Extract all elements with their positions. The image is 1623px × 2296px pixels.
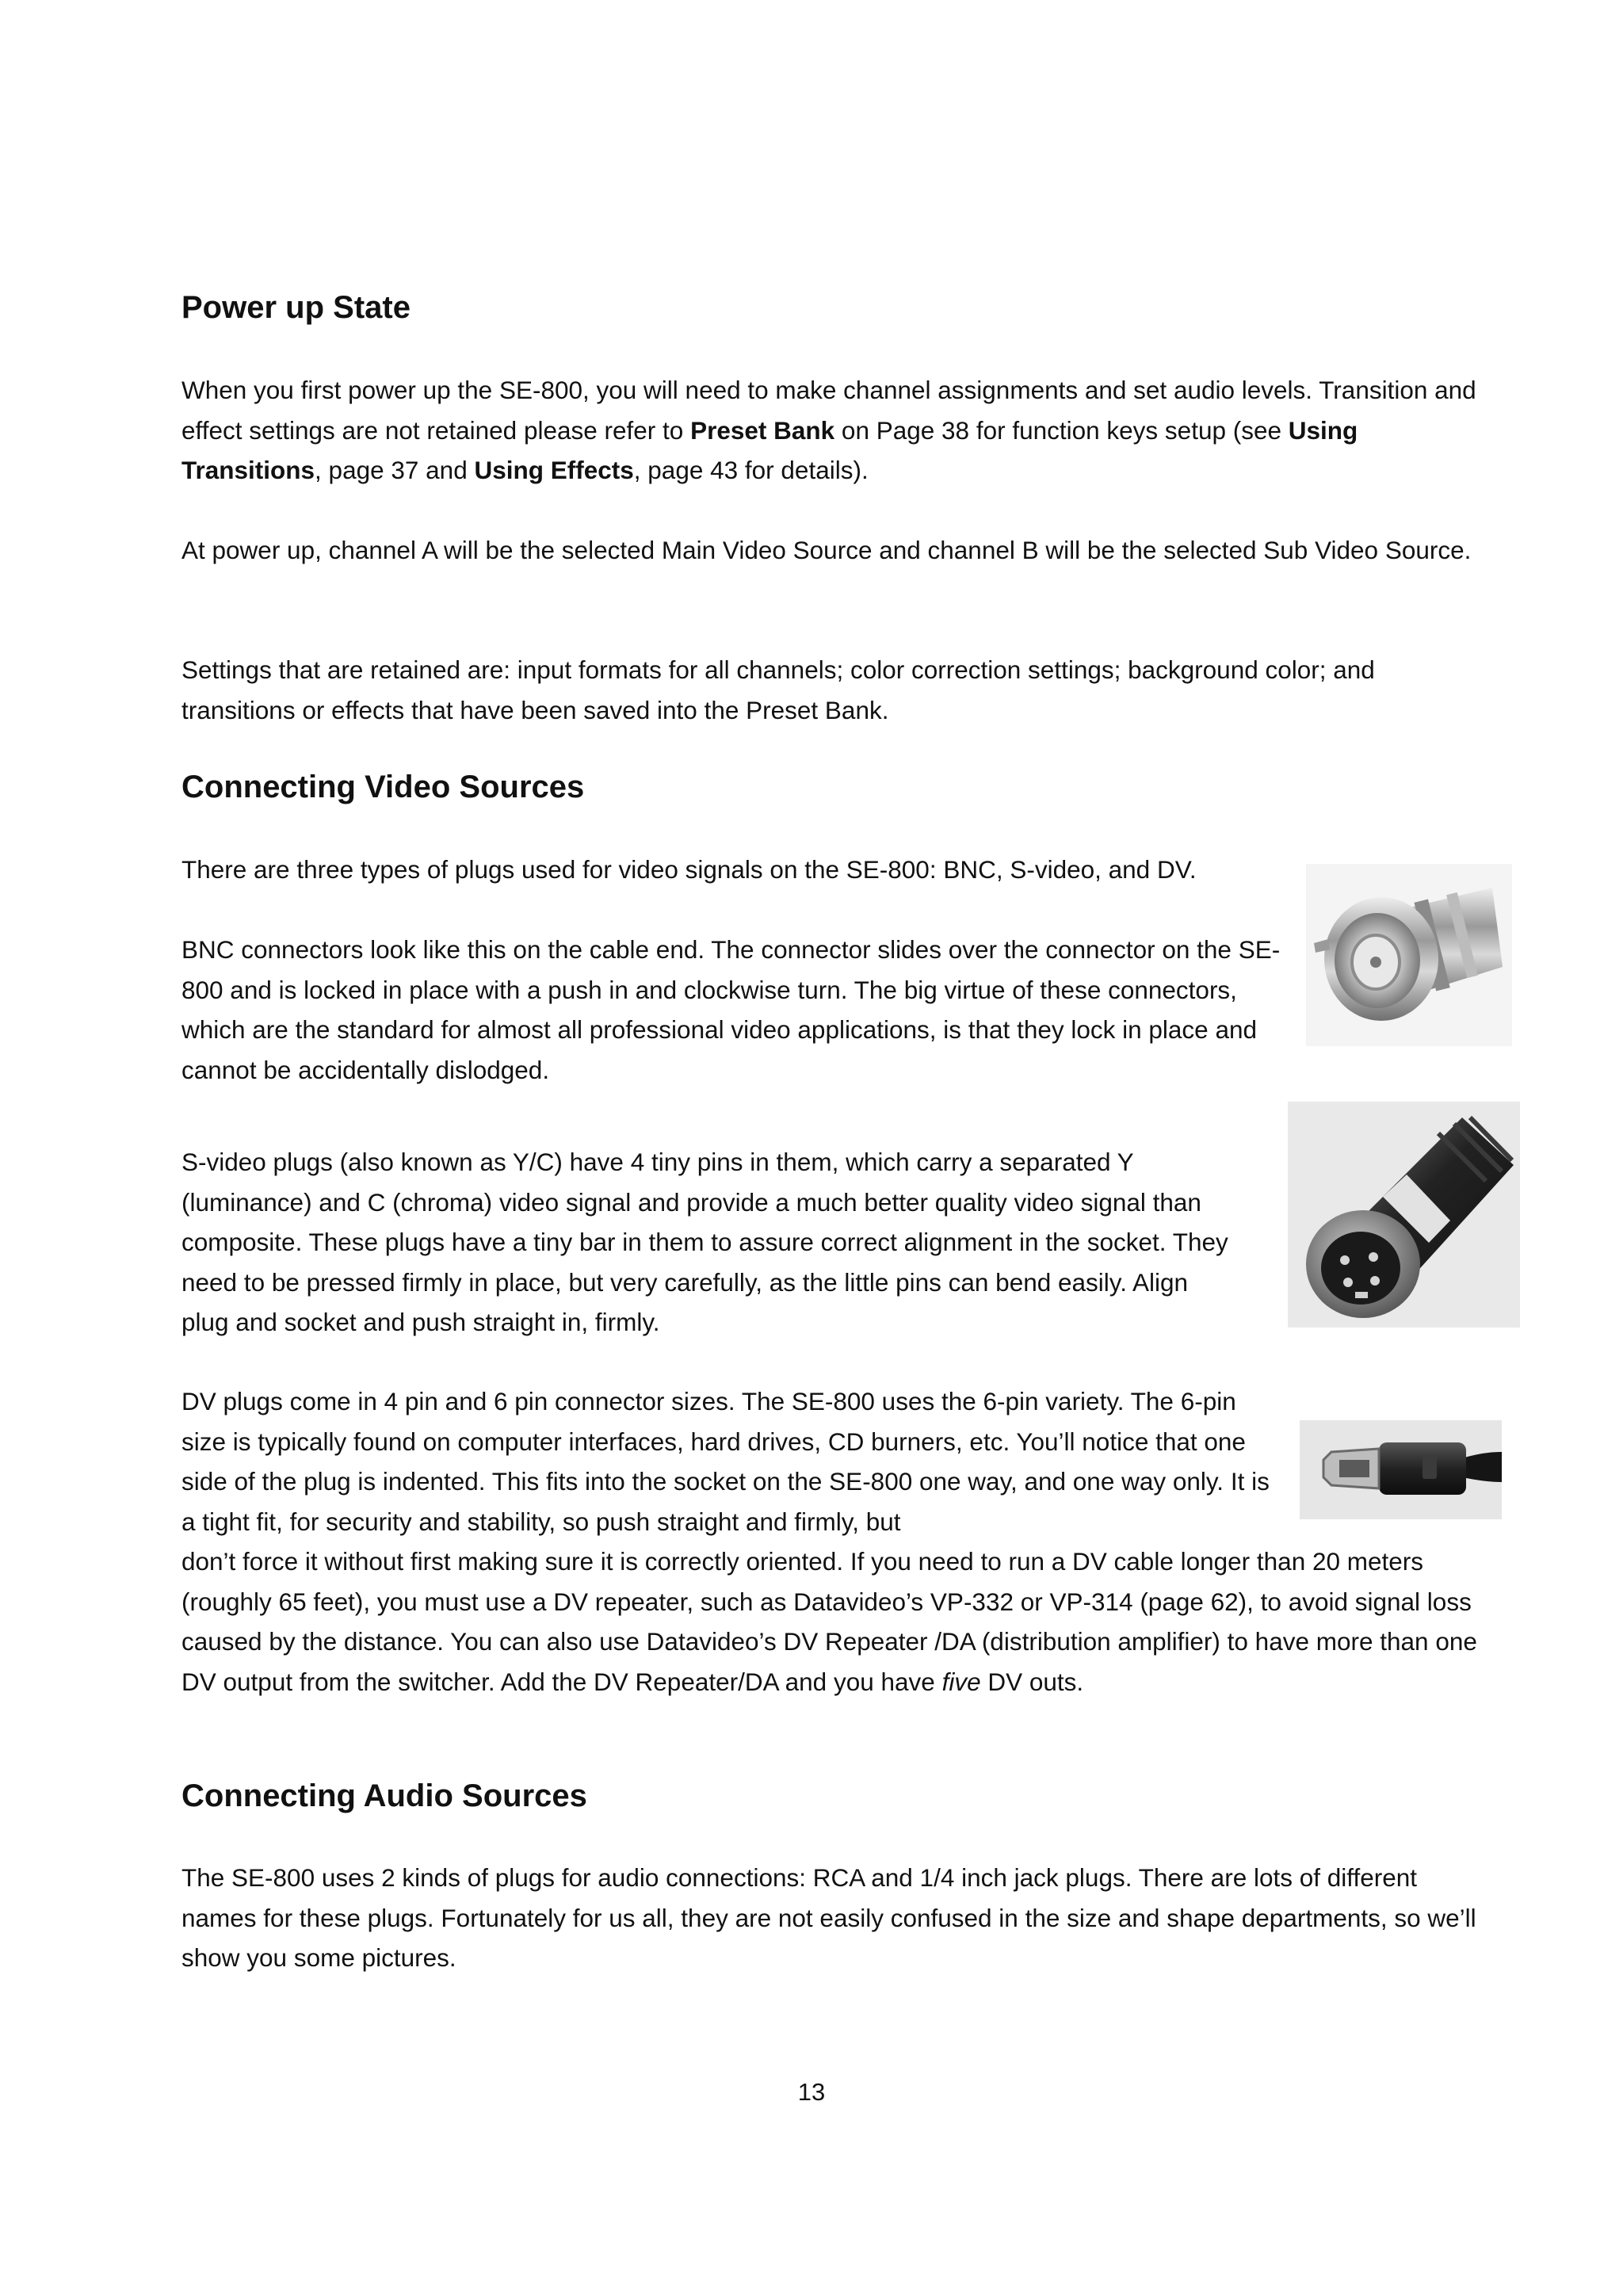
heading-connecting-video-sources: Connecting Video Sources bbox=[181, 770, 585, 804]
paragraph-plug-types: There are three types of plugs used for video signals on the SE-800: BNC, S-video, and DV. bbox=[181, 855, 1197, 884]
bold-preset-bank: Preset Bank bbox=[690, 415, 835, 445]
dv-plug-image bbox=[1300, 1420, 1502, 1519]
bnc-connector-image bbox=[1306, 864, 1512, 1046]
s-video-plug-image bbox=[1288, 1102, 1520, 1328]
bold-using-effects: Using Effects bbox=[474, 456, 634, 484]
text-segment: , page 37 and bbox=[315, 456, 475, 484]
heading-power-up-state: Power up State bbox=[181, 290, 411, 325]
heading-connecting-audio-sources: Connecting Audio Sources bbox=[181, 1778, 587, 1813]
paragraph-bnc: BNC connectors look like this on the cable end. The connector slides over the connector on the SE-800 and is locked in place with a push in and clockwise turn. The big virtue of these connectors, which are the standard for almost all professional video applications, is that they lock in place and cannot be accidentally dislodged. bbox=[181, 935, 1281, 1084]
text-segment: DV outs. bbox=[980, 1667, 1084, 1696]
paragraph-dv-plugs: DV plugs come in 4 pin and 6 pin connector sizes. The SE-800 uses the 6-pin variety. The 6-pin size is typically found on computer interfaces, hard drives, CD burners, etc. You’ll notice that one side of the plug is indented. This fits into the socket on the SE-800 one way, and one way only. It is a tight fit, for security and stability, so push straight and firmly, but bbox=[181, 1387, 1270, 1536]
paragraph-dv-plugs-continued bbox=[181, 1541, 1481, 1702]
paragraph-retained-settings: Settings that are retained are: input formats for all channels; color correction settings; background color; and transitions or effects that have been saved into the Preset Bank. bbox=[181, 655, 1375, 724]
paragraph-power-up-channels: At power up, channel A will be the selected Main Video Source and channel B will be the selected Sub Video Source. bbox=[181, 536, 1472, 564]
italic-five: five bbox=[941, 1667, 981, 1696]
text-segment: , page 43 for details). bbox=[633, 456, 869, 484]
paragraph-s-video: S-video plugs (also known as Y/C) have 4 tiny pins in them, which carry a separated Y (luminance) and C (chroma) video signal and provide a much better quality video signal than composite. These plugs have a tiny bar in them to assure correct alignment in the socket. They need to be pressed firmly in place, but very carefully, as the little pins can bend easily. Align plug and socket and push straight in, firmly. bbox=[181, 1148, 1228, 1336]
page-number: 13 bbox=[797, 2078, 826, 2106]
text-segment: When you first power up the SE-800, you will need to make channel assignments and set audio levels. Transition and effect settings are not retained please refer to bbox=[181, 376, 1476, 445]
text-segment: don’t force it without first making sure it is correctly oriented. If you need to run a DV cable longer than 20 meters (roughly 65 feet), you must use a DV repeater, such as Datavideo’s VP-332 or VP-314 (page 62), to avoid signal loss caused by the distance. You can also use Datavideo’s DV Repeater /DA (distribution amplifier) to have more than one DV output from the switcher. Add the DV Repeater/DA and you have bbox=[181, 1547, 1477, 1696]
bold-using-transitions: Using Transitions bbox=[181, 415, 1358, 484]
paragraph-power-up-intro bbox=[181, 370, 1481, 491]
text-segment: on Page 38 for function keys setup (see bbox=[834, 415, 1289, 445]
paragraph-audio-plugs: The SE-800 uses 2 kinds of plugs for audio connections: RCA and 1/4 inch jack plugs. There are lots of different names for these plugs. Fortunately for us all, they are not easily confused in the size and shape departments, so we’ll show you some pictures. bbox=[181, 1863, 1476, 1972]
